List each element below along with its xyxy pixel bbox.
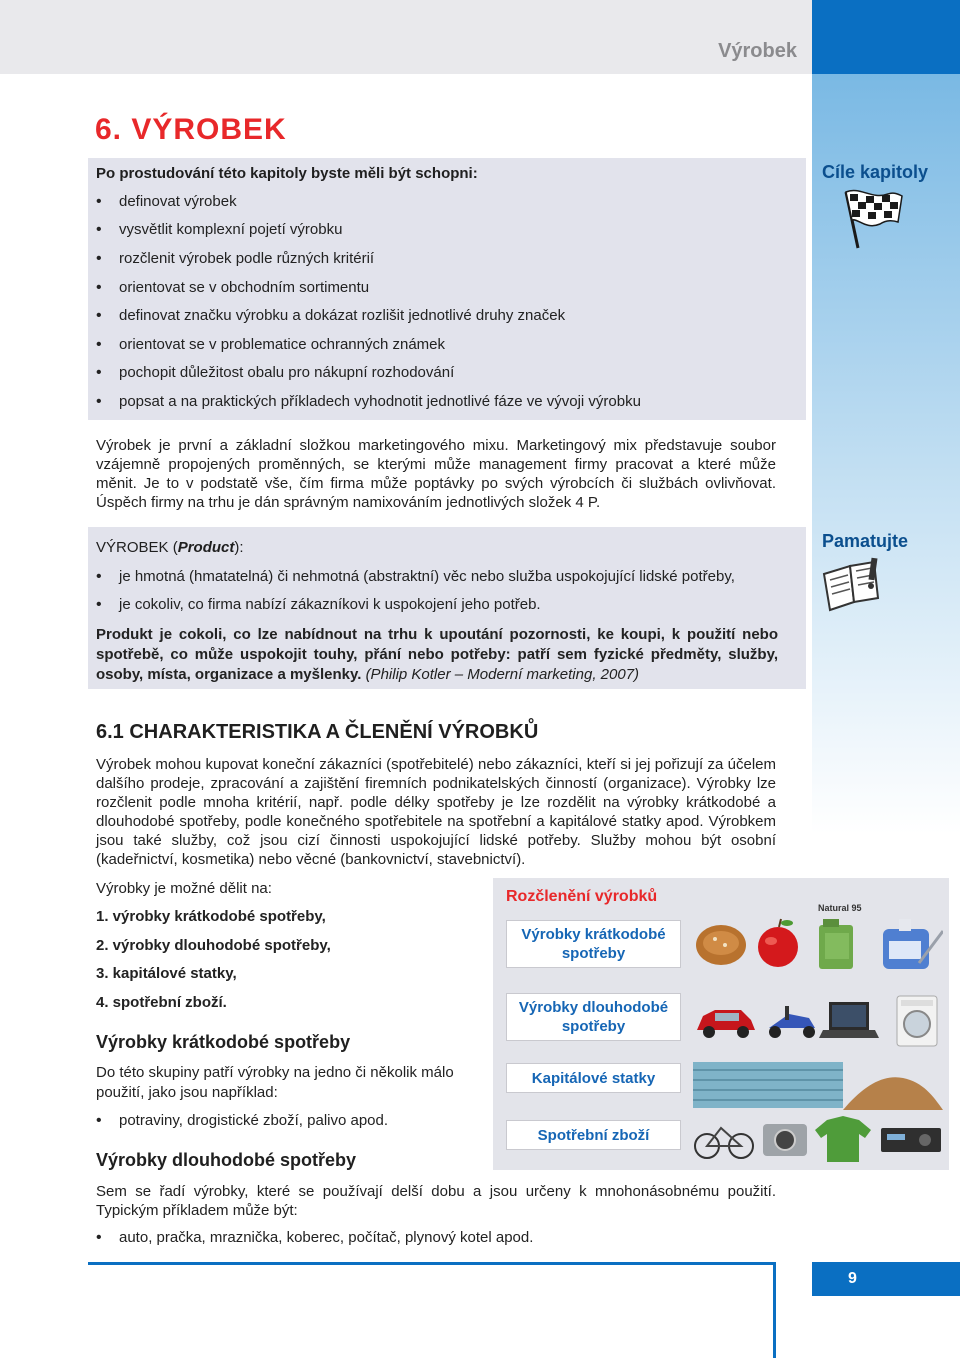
page-number: 9	[848, 1270, 857, 1287]
canister-label: Natural 95	[818, 903, 862, 913]
division-item: 4. spotřební zboží.	[96, 994, 227, 1011]
definition-item: • je cokoliv, co firma nabízí zákazníkovi k uspokojení jeho potřeb.	[96, 596, 518, 613]
pipes-icon	[693, 1062, 843, 1108]
goal-item: • definovat výrobek	[96, 193, 214, 210]
figure-category: Výrobky krátkodobé spotřeby	[506, 920, 681, 968]
division-item: 1. výrobky krátkodobé spotřeby,	[96, 908, 326, 925]
remember-label: Pamatujte	[822, 531, 909, 551]
long-term-text: Sem se řadí výrobky, které se používají delší dobu a jsou určeny k mnohonásobnému použití. Typickým příkladem může být:	[96, 1183, 776, 1219]
detergent-bottle-icon	[883, 919, 943, 969]
short-term-title: Výrobky krátkodobé spotřeby	[96, 1032, 351, 1052]
capital-goods-images	[693, 1056, 943, 1114]
camera-icon	[763, 1124, 807, 1156]
section-title: 6.1 CHARAKTERISTIKA A ČLENĚNÍ VÝROBKŮ	[96, 721, 539, 743]
stereo-icon	[881, 1128, 941, 1152]
chapter-title: 6. VÝROBEK	[95, 113, 287, 146]
division-item: 3. kapitálové statky,	[96, 965, 237, 982]
long-term-goods-images	[693, 990, 943, 1048]
running-head: Výrobek	[718, 40, 797, 62]
goals-label: Cíle kapitoly	[822, 162, 929, 182]
bread-icon	[696, 925, 746, 965]
short-term-text: použití, jako jsou například:	[96, 1084, 278, 1101]
page-number-box	[812, 1262, 960, 1296]
header-bar	[0, 0, 812, 74]
goal-item: • popsat a na praktických příkladech vyhodnotit jednotlivé fáze ve vývoji výrobku	[96, 393, 618, 410]
divide-intro: Výrobky je možné dělit na:	[96, 880, 272, 897]
footer-rule	[88, 1262, 776, 1265]
definition-term: VÝROBEK (Product):	[96, 539, 244, 556]
definition-item: • je hmotná (hmatatelná) či nehmotná (abstraktní) věc nebo služba uspokojující lidské potřeby,	[96, 568, 712, 585]
book-icon	[820, 556, 884, 612]
figure-category: Spotřební zboží	[506, 1120, 681, 1150]
goal-item: • vysvětlit komplexní pojetí výrobku	[96, 221, 319, 238]
short-term-bullet: • potraviny, drogistické zboží, palivo apod.	[96, 1112, 365, 1129]
long-term-bullet: • auto, pračka, mraznička, koberec, počítač, plynový kotel apod.	[96, 1229, 510, 1246]
car-icon	[697, 1010, 755, 1038]
division-item: 2. výrobky dlouhodobé spotřeby,	[96, 937, 331, 954]
figure-category: Kapitálové statky	[506, 1063, 681, 1093]
header-accent	[812, 0, 960, 74]
fuel-canister-icon	[819, 919, 853, 969]
figure-title: Rozčlenění výrobků	[506, 888, 658, 905]
long-term-title: Výrobky dlouhodobé spotřeby	[96, 1150, 357, 1170]
checkered-flag-icon	[836, 186, 908, 250]
shirt-icon	[815, 1116, 871, 1162]
goal-item: • orientovat se v problematice ochranných známek	[96, 336, 422, 353]
goal-item: • pochopit důležitost obalu pro nákupní rozhodování	[96, 364, 431, 381]
goal-item: • orientovat se v obchodním sortimentu	[96, 279, 346, 296]
washing-machine-icon	[897, 996, 937, 1046]
goal-item: • rozčlenit výrobek podle různých kritérií	[96, 250, 351, 267]
kotler-quote: Produkt je cokoli, co lze nabídnout na trhu k upoutání pozornosti, ke koupi, k použití nebo spotřebě, co může uspokojit touhy, přání nebo potřeby: patří sem fyzické předměty, služby, osoby, místa, organizace a myšlenky. (Philip Kotler – Moderní marketing, 2007)	[96, 626, 778, 683]
apple-icon	[758, 919, 798, 967]
footer-rule-vertical	[773, 1262, 776, 1358]
laptop-icon	[819, 1002, 879, 1038]
scooter-icon	[769, 1006, 815, 1038]
figure-category: Výrobky dlouhodobé spotřeby	[506, 993, 681, 1041]
consumer-goods-images	[693, 1110, 943, 1168]
goal-item: • definovat značku výrobku a dokázat rozlišit jednotlivé druhy značek	[96, 307, 542, 324]
goals-heading: Po prostudování této kapitoly byste měli být schopni:	[96, 165, 478, 182]
short-term-goods-images	[693, 915, 943, 973]
section-paragraph: Výrobek mohou kupovat koneční zákazníci (spotřebitelé) nebo zákazníci, kteří si jej pořizují za účelem dalšího prodeje, zpracování a zajištění firemních podnikatelských činností (organizace). Výrobky lze rozčlenit podle mnoha kritérií, např. podle délky spotřeby je lze rozdělit na výrobky krátkodobé a dlouhodobé spotřeby, podle konečného spotřebitele na spotřební a kapitálové statky apod. Výrobkem jsou také služby, což jsou cizí činnosti uspokojující lidské potřeby. Služby mohou být osobní (kadeřnictví, kosmetika) nebo věcné (bankovnictví, stavebnictví).	[96, 756, 776, 868]
bicycle-icon	[695, 1128, 753, 1158]
sand-pile-icon	[843, 1077, 943, 1110]
intro-paragraph: Výrobek je první a základní složkou marketingového mixu. Marketingový mix představuje soubor vzájemně propojených proměnných, se kterými může management firmy pracovat a které může měnit. Je to v podstatě vše, čím firma může poptávky po svých výrobcích či službách ovlivňovat. Úspěch firmy na trhu je dán správným namixováním jednotlivých složek 4 P.	[96, 437, 776, 511]
short-term-text: Do této skupiny patří výrobky na jedno či několik málo	[96, 1064, 454, 1081]
